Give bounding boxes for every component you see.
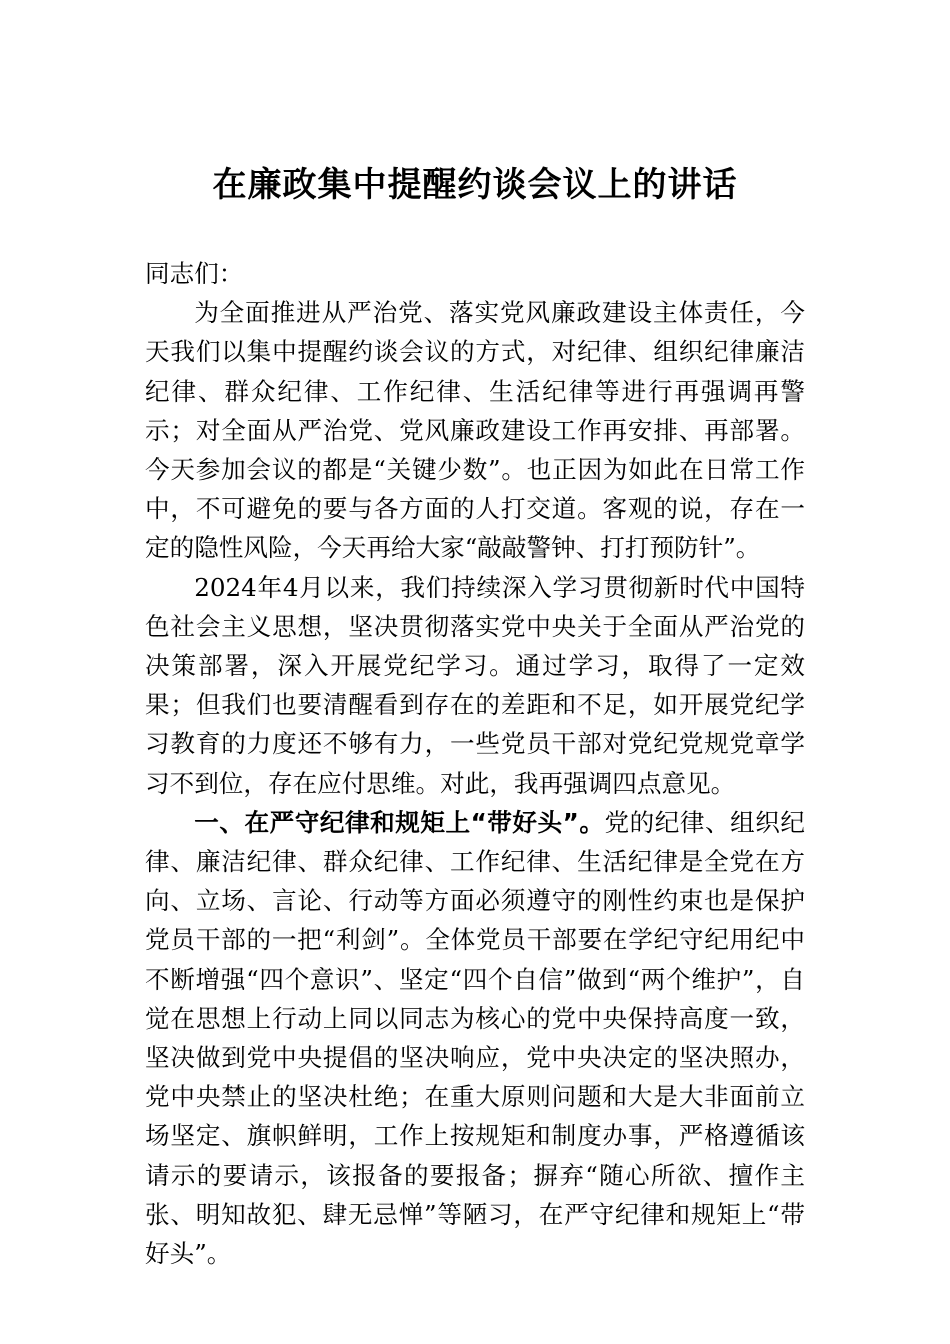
section-heading: 一、在严守纪律和规矩上“带好头”。 xyxy=(194,807,605,837)
paragraph-background xyxy=(145,568,805,803)
salutation: 同志们： xyxy=(145,259,244,288)
paragraph-text: 党的纪律、组织纪律、廉洁纪律、群众纪律、工作纪律、生活纪律是全党在方向、立场、言论、行动等方面必须遵守的刚性约束也是保护党员干部的一把“利剑”。全体党员干部要在学纪守纪用纪中不断增强“四个意识”、坚定“四个自信”做到“两个维护”，自觉在思想上行动上同以同志为核心的党中央保持高度一致，坚决做到党中央提倡的坚决响应，党中央决定的坚决照办，党中央禁止的坚决杜绝；在重大原则问题和大是大非面前立场坚定、旗帜鲜明，工作上按规矩和制度办事，严格遵循该请示的要请示，该报备的要报备；摒弃“随心所欲、擅作主张、明知故犯、肆无忌惮”等陋习，在严守纪律和规矩上“带好头”。 xyxy=(145,807,805,1269)
paragraph-point-one xyxy=(145,803,805,1273)
paragraph-text: 为全面推进从严治党、落实党风廉政建设主体责任，今天我们以集中提醒约谈会议的方式，对纪律、组织纪律廉洁纪律、群众纪律、工作纪律、生活纪律等进行再强调再警示；对全面从严治党、党风廉政建设工作再安排、再部署。今天参加会议的都是“关键少数”。也正因为如此在日常工作中，不可避免的要与各方面的人打交道。客观的说，存在一定的隐性风险，今天再给大家“敲敲警钟、打打预防针”。 xyxy=(145,298,805,563)
paragraph-text: 2024年4月以来，我们持续深入学习贯彻新时代中国特色社会主义思想，坚决贯彻落实党中央关于全面从严治党的决策部署，深入开展党纪学习。通过学习，取得了一定效果；但我们也要清醒看到存在的差距和不足，如开展党纪学习教育的力度还不够有力，一些党员干部对党纪党规党章学习不到位，存在应付思维。对此，我再强调四点意见。 xyxy=(145,572,805,798)
document-title: 在廉政集中提醒约谈会议上的讲话 xyxy=(212,165,738,205)
document-body xyxy=(145,254,805,1273)
paragraph-intro xyxy=(145,293,805,567)
document-page xyxy=(145,0,805,1344)
